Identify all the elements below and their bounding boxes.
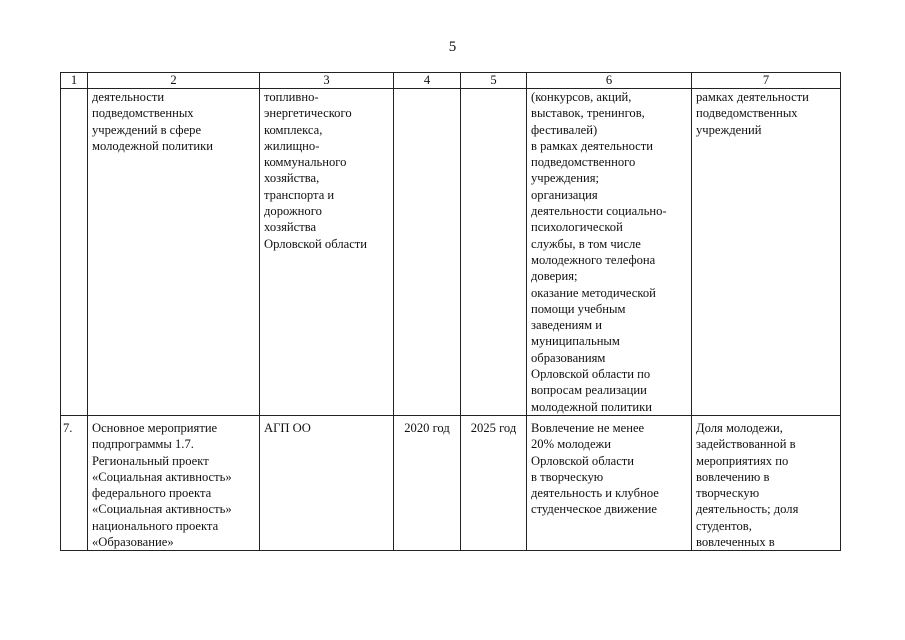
text-line: «Образование» [92, 535, 174, 550]
text-line: муниципальным [531, 334, 620, 349]
text-line: психологической [531, 220, 623, 235]
text-line: учреждений [696, 122, 762, 137]
header-col-4: 4 [394, 73, 461, 89]
text-line: Доля молодежи, [696, 421, 783, 435]
header-col-6: 6 [527, 73, 692, 89]
measures-table [60, 72, 841, 551]
text-line: подведомственных [696, 106, 798, 121]
cell-number: 7. [61, 416, 88, 551]
text-line: (конкурсов, акций, [531, 90, 632, 104]
header-col-2: 2 [88, 73, 260, 89]
text-line: транспорта и [264, 187, 335, 202]
header-row [61, 73, 841, 89]
text-line: «Социальная активность» [92, 469, 232, 484]
text-line: заведениям и [531, 318, 602, 333]
text-line: Орловской области по [531, 367, 651, 382]
text-line: в рамках деятельности [531, 138, 654, 153]
text-line: деятельность; доля [696, 502, 799, 517]
text-line: 20% молодежи [531, 437, 611, 452]
text-line: Региональный проект [92, 453, 209, 468]
cell-indicator [692, 89, 841, 416]
cell-expected-result [527, 416, 692, 551]
text-line: доверия; [531, 269, 578, 284]
text-line: федерального проекта [92, 486, 212, 501]
text-line: образованиям [531, 350, 606, 365]
text-line: деятельность и клубное [531, 486, 659, 501]
text-line: вовлеченных в [696, 535, 775, 550]
header-col-5: 5 [461, 73, 527, 89]
text-line: молодежной политики [531, 399, 652, 414]
text-line: учреждений в сфере [92, 122, 202, 137]
text-line: в творческую [531, 469, 604, 484]
text-line: вопросам реализации [531, 383, 647, 398]
text-line: Орловской области [531, 453, 635, 468]
text-line: молодежной политики [92, 138, 213, 153]
text-line: подведомственных [92, 106, 194, 121]
cell-executor [260, 89, 394, 416]
cell-executor [260, 416, 394, 551]
header-col-1: 1 [61, 73, 88, 89]
text-line: коммунального [264, 155, 347, 170]
cell-start-year: 2020 год [394, 416, 461, 551]
cell-activity [88, 416, 260, 551]
text-line: фестивалей) [531, 122, 598, 137]
text-line: мероприятиях по [696, 453, 789, 468]
text-line: деятельности социально- [531, 204, 667, 219]
text-line: хозяйства, [264, 171, 320, 186]
text-line: творческую [696, 486, 760, 501]
text-line: подведомственного [531, 155, 636, 170]
text-line: молодежного телефона [531, 252, 656, 267]
text-line: «Социальная активность» [92, 502, 232, 517]
text-line: помощи учебным [531, 301, 626, 316]
page-number: 5 [448, 39, 457, 55]
cell-indicator [692, 416, 841, 551]
text-line: топливно- [264, 90, 319, 104]
text-line: вовлечению в [696, 469, 770, 484]
text-line: организация [531, 187, 598, 202]
text-line: национального проекта [92, 518, 219, 533]
cell-end-year [461, 89, 527, 416]
table-row [61, 89, 841, 416]
text-line: деятельности [92, 90, 165, 104]
text-line: выставок, тренингов, [531, 106, 645, 121]
text-line: оказание методической [531, 285, 656, 300]
cell-expected-result [527, 89, 692, 416]
text-line: учреждения; [531, 171, 599, 186]
text-line: Основное мероприятие [92, 421, 218, 435]
text-line: подпрограммы 1.7. [92, 437, 194, 452]
text-line: жилищно- [264, 138, 320, 153]
text-line: студентов, [696, 518, 752, 533]
text-line: энергетического [264, 106, 352, 121]
header-col-7: 7 [692, 73, 841, 89]
text-line: дорожного [264, 204, 322, 219]
table-row [61, 416, 841, 551]
text-line: студенческое движение [531, 502, 657, 517]
text-line: задействованной в [696, 437, 796, 452]
cell-number [61, 89, 88, 416]
text-line: службы, в том числе [531, 236, 641, 251]
text-line: Вовлечение не менее [531, 421, 645, 435]
text-line: комплекса, [264, 122, 323, 137]
text-line: хозяйства [264, 220, 317, 235]
header-col-3: 3 [260, 73, 394, 89]
text-line: Орловской области [264, 236, 368, 251]
text-line: рамках деятельности [696, 90, 809, 104]
cell-activity [88, 89, 260, 416]
cell-end-year: 2025 год [461, 416, 527, 551]
text-line: АГП ОО [264, 421, 311, 435]
cell-start-year [394, 89, 461, 416]
